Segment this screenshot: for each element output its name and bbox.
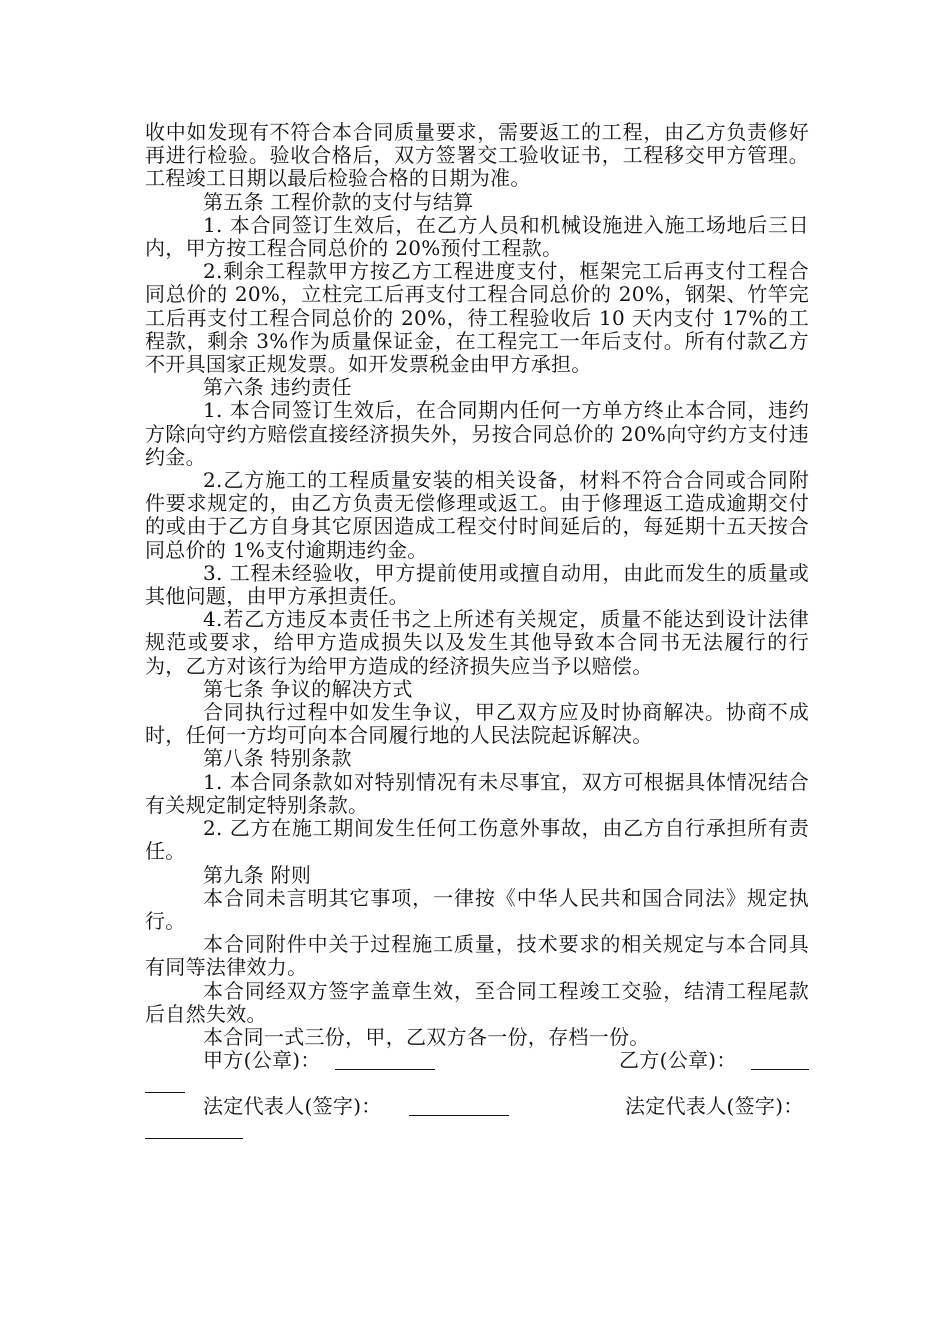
party-b-seal-label: 乙方(公章)： xyxy=(619,1048,737,1073)
party-b-seal-blank-wrap[interactable] xyxy=(145,1074,185,1093)
article-5-heading: 第五条 工程价款的支付与结算 xyxy=(203,189,474,214)
article-9-heading: 第九条 附则 xyxy=(203,862,312,887)
article-6-heading: 第六条 违约责任 xyxy=(203,375,352,400)
article-9-clause-4: 本合同一式三份，甲，乙双方各一份，存档一份。 xyxy=(203,1024,650,1049)
party-b-rep-label: 法定代表人(签字)： xyxy=(625,1094,804,1119)
contract-page xyxy=(145,121,809,1141)
article-6-clause-3: 3. 工程未经验收，甲方提前使用或擅自动用，由此而发生的质量或其他问题，由甲方承担责任。 xyxy=(145,560,809,609)
article-6-clause-2: 2.乙方施工的工程质量安装的相关设备，材料不符合合同或合同附件要求规定的，由乙方负责无偿修理或返工。由于修理返工造成逾期交付的或由于乙方自身其它原因造成工程交付时间延后的，每延期十五天按合同总价的 1%支付逾期违约金。 xyxy=(145,468,809,562)
article-8-clause-2: 2. 乙方在施工期间发生任何工伤意外事故，由乙方自行承担所有责任。 xyxy=(145,816,809,864)
article-9-clause-2: 本合同附件中关于过程施工质量，技术要求的相关规定与本合同具有同等法律效力。 xyxy=(145,932,809,980)
article-5-clause-2: 2.剩余工程款甲方按乙方工程进度支付，框架完工后再支付工程合同总价的 20%，立柱完工后再支付工程合同总价的 20%，钢架、竹竿完工后再支付工程合同总价的 20%，待工程验收后 10 天内支付 17%的工程款，剩余 3%作为质量保证金，在工程完工一年后支付。所有付款乙方不开具国家正规发票。如开发票税金由甲方承担。 xyxy=(145,259,809,377)
party-b-seal-blank[interactable] xyxy=(751,1051,809,1070)
party-b-rep-blank-wrap[interactable] xyxy=(145,1120,243,1139)
article-9-clause-3: 本合同经双方签字盖章生效，至合同工程竣工交验，结清工程尾款后自然失效。 xyxy=(145,978,809,1026)
article-6-clause-4: 4.若乙方违反本责任书之上所述有关规定，质量不能达到设计法律规范或要求，给甲方造成损失以及发生其他导致本合同书无法履行的行为，乙方对该行为给甲方造成的经济损失应当予以赔偿。 xyxy=(145,607,809,678)
article-8-clause-1: 1. 本合同条款如对特别情况有未尽事宜，双方可根据具体情况结合有关规定制定特别条款。 xyxy=(145,769,809,817)
article-8-heading: 第八条 特别条款 xyxy=(203,746,352,771)
article-9-clause-1: 本合同未言明其它事项，一律按《中华人民共和国合同法》规定执行。 xyxy=(145,885,809,933)
article-7-body: 合同执行过程中如发生争议，甲乙双方应及时协商解决。协商不成时，任何一方均可向本合同履行地的人民法院起诉解决。 xyxy=(145,700,809,748)
party-a-seal-blank[interactable] xyxy=(335,1051,435,1070)
paragraph-continuation: 收中如发现有不符合本合同质量要求，需要返工的工程，由乙方负责修好再进行检验。验收合格后，双方签署交工验收证书，工程移交甲方管理。工程竣工日期以最后检验合格的日期为准。 xyxy=(145,120,809,191)
party-a-rep-blank[interactable] xyxy=(409,1097,509,1116)
article-6-clause-1: 1. 本合同签订生效后，在合同期内任何一方单方终止本合同，违约方除向守约方赔偿直接经济损失外，另按合同总价的 20%向守约方支付违约金。 xyxy=(145,398,809,469)
party-a-seal-label: 甲方(公章)： xyxy=(203,1048,321,1073)
party-a-rep-label: 法定代表人(签字)： xyxy=(203,1094,382,1119)
representative-signature-row xyxy=(145,1095,809,1141)
article-7-heading: 第七条 争议的解决方式 xyxy=(203,676,413,701)
seal-signature-row xyxy=(145,1049,809,1095)
article-5-clause-1: 1. 本合同签订生效后，在乙方人员和机械设施进入施工场地后三日内，甲方按工程合同总价的 20%预付工程款。 xyxy=(145,212,809,261)
